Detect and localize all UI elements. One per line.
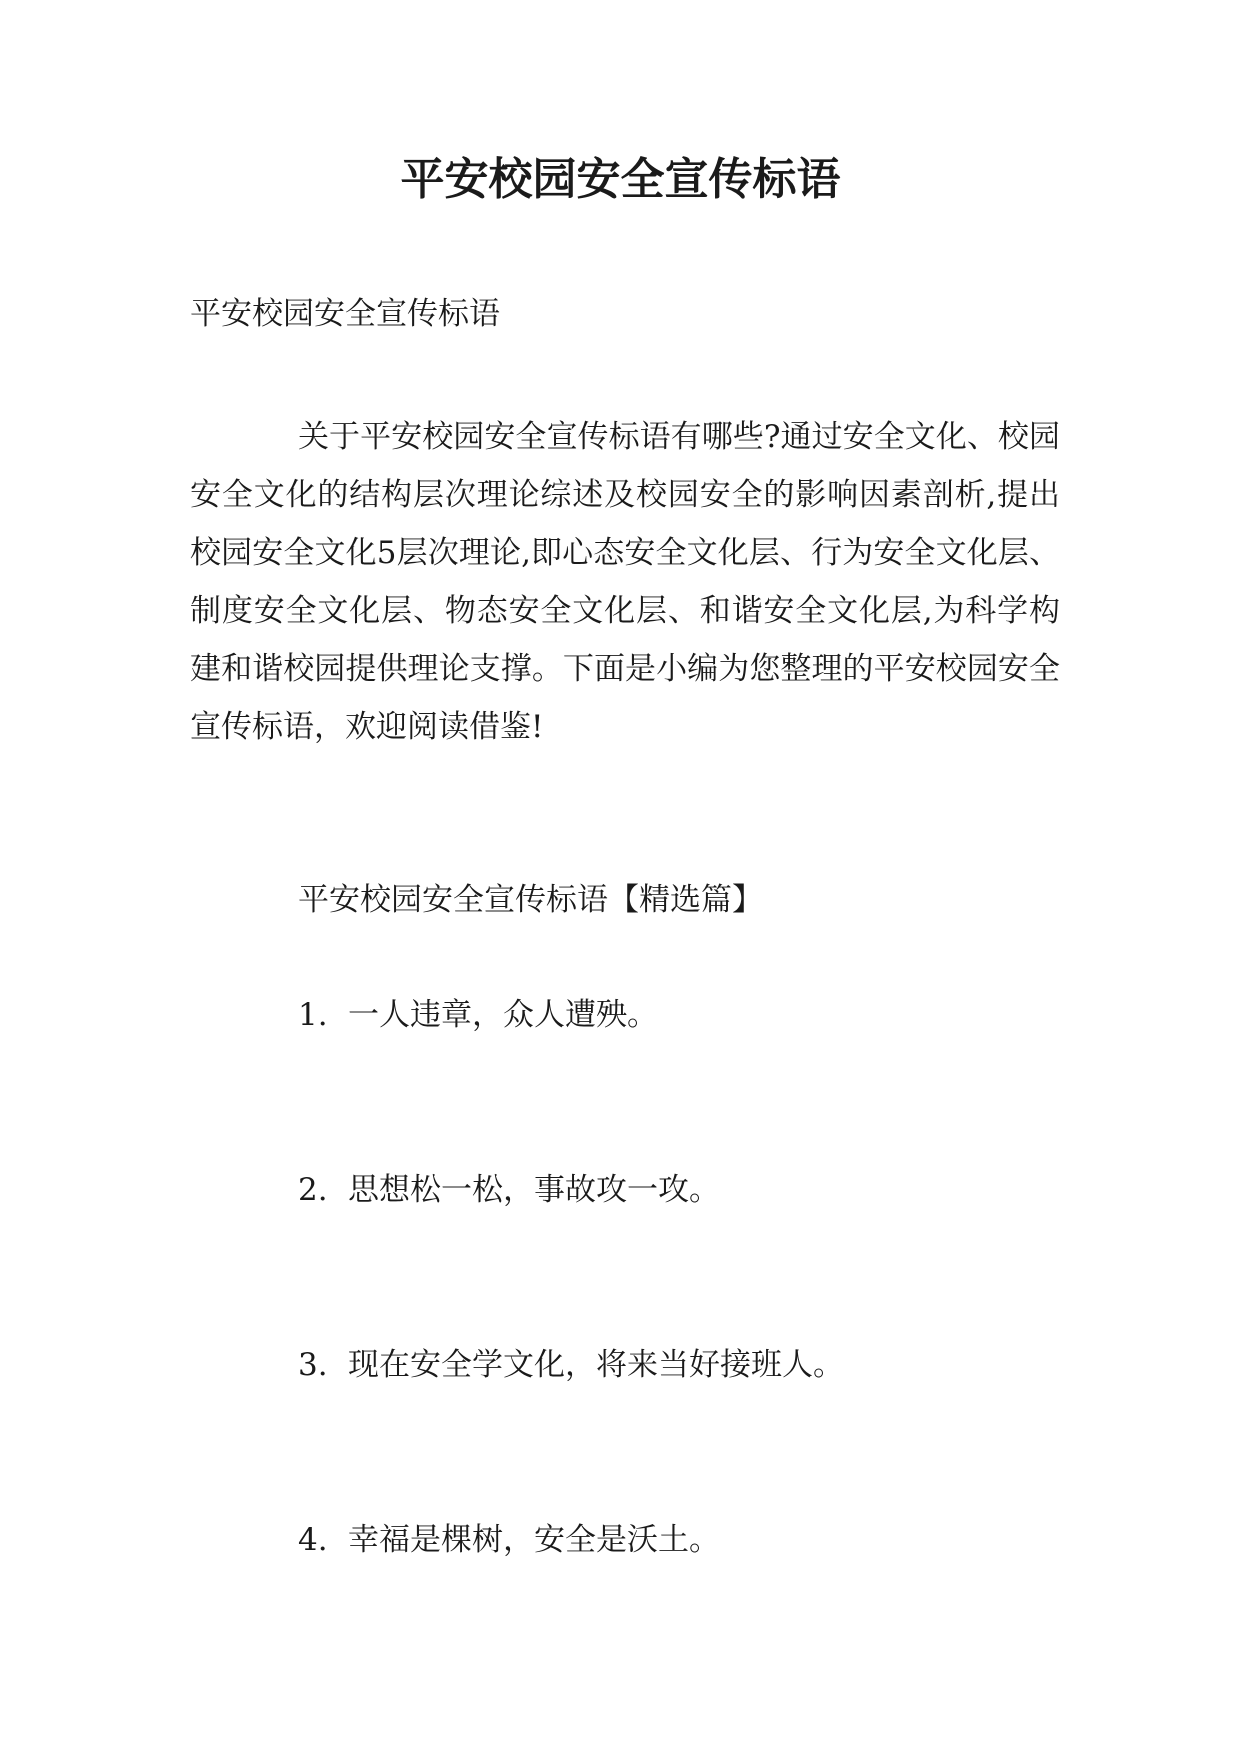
slogan-item: [298, 1343, 844, 1387]
slogan-number: 2.: [298, 1172, 328, 1208]
slogan-text: 现在安全学文化，将来当好接班人。: [348, 1347, 844, 1383]
slogan-number: 4.: [298, 1522, 328, 1558]
slogan-number: 1.: [298, 997, 328, 1033]
slogan-item: [298, 1168, 720, 1212]
slogan-item: [298, 993, 658, 1037]
section-heading: 平安校园安全宣传标语【精选篇】: [298, 882, 763, 918]
slogan-item: [298, 1518, 720, 1562]
slogan-text: 幸福是棵树，安全是沃土。: [348, 1522, 720, 1558]
slogan-text: 一人违章，众人遭殃。: [348, 997, 658, 1033]
document-subtitle: 平安校园安全宣传标语: [190, 296, 500, 332]
slogan-number: 3.: [298, 1347, 328, 1383]
slogan-text: 思想松一松，事故攻一攻。: [348, 1172, 720, 1208]
document-title: 平安校园安全宣传标语: [400, 154, 841, 205]
intro-paragraph: 关于平安校园安全宣传标语有哪些?通过安全文化、校园安全文化的结构层次理论综述及校园安全的影响因素剖析,提出校园安全文化5层次理论,即心态安全文化层、行为安全文化层、制度安全文化层、物态安全文化层、和谐安全文化层,为科学构建和谐校园提供理论支撑。下面是小编为您整理的平安校园安全宣传标语，欢迎阅读借鉴!: [190, 419, 1060, 745]
